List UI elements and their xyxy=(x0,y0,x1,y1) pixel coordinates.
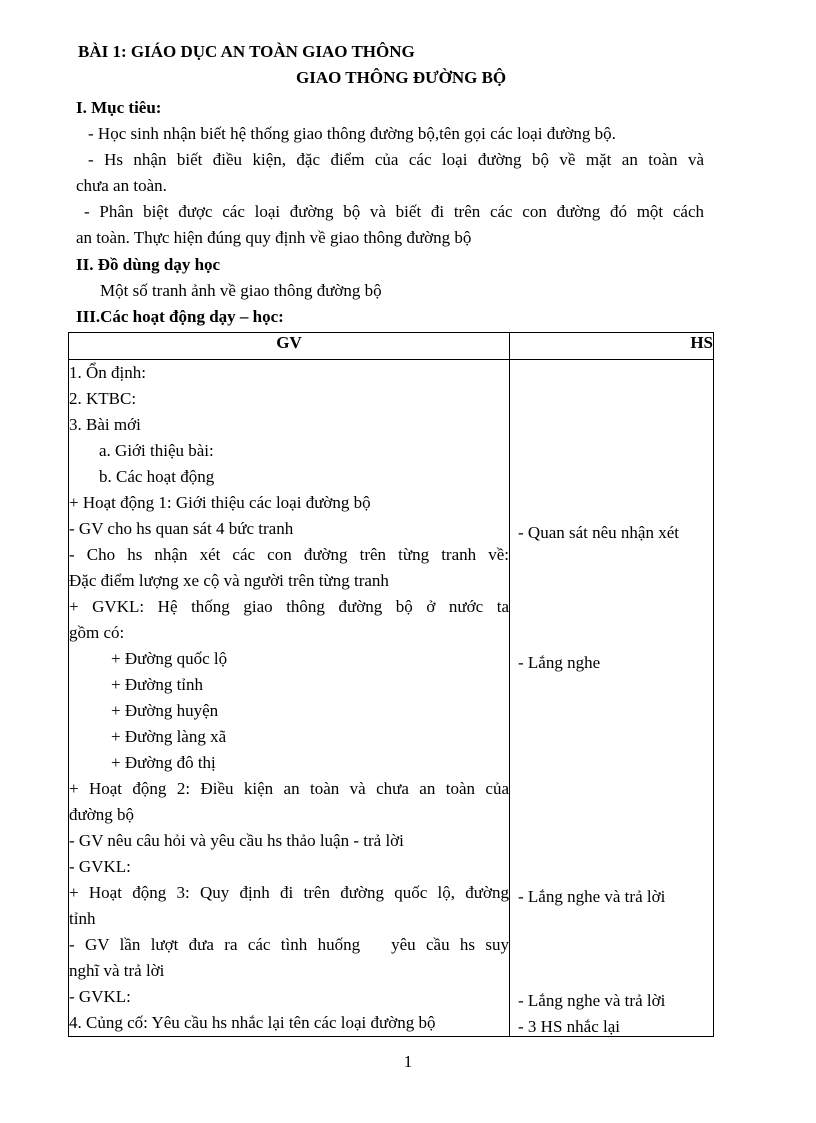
materials-heading: II. Đồ dùng dạy học xyxy=(76,255,221,274)
materials-item: Một số tranh ảnh về giao thông đường bộ xyxy=(100,281,382,300)
objective-item-3-line2: an toàn. Thực hiện đúng quy định về giao thông đường bộ xyxy=(76,228,472,247)
column-header-hs: HS xyxy=(510,333,714,360)
table-header-row xyxy=(69,333,714,360)
table-body-row xyxy=(69,360,714,1037)
gv-line: + Hoạt động 3: Quy định đi trên đường quốc lộ, đường xyxy=(69,883,509,902)
gv-line: + Đường huyện xyxy=(111,701,219,720)
objective-item-1: - Học sinh nhận biết hệ thống giao thông đường bộ,tên gọi các loại đường bộ. xyxy=(88,124,616,143)
gv-line: đường bộ xyxy=(69,805,134,824)
gv-line: - GVKL: xyxy=(69,857,131,876)
gv-line: Đặc điểm lượng xe cộ và người trên từng tranh xyxy=(69,571,389,590)
gv-line: 4. Củng cố: Yêu cầu hs nhắc lại tên các loại đường bộ xyxy=(69,1013,436,1032)
gv-line: 3. Bài mới xyxy=(69,415,141,434)
gv-line: 2. KTBC: xyxy=(69,389,137,408)
gv-line: - GV lần lượt đưa ra các tình huống yêu cầu hs suy xyxy=(69,935,509,954)
hs-response: - Quan sát nêu nhận xét xyxy=(518,523,679,542)
gv-line: + Đường quốc lộ xyxy=(111,649,228,668)
objective-item-3-line1: - Phân biệt được các loại đường bộ và biết đi trên các con đường đó một cách xyxy=(84,202,704,221)
gv-column xyxy=(69,360,510,1037)
gv-line: tỉnh xyxy=(69,909,96,928)
page-number: 1 xyxy=(403,1052,413,1071)
gv-line: - GVKL: xyxy=(69,987,131,1006)
gv-line: gồm có: xyxy=(69,623,125,642)
column-header-gv: GV xyxy=(69,333,510,360)
gv-line: - GV cho hs quan sát 4 bức tranh xyxy=(69,519,294,538)
hs-response: - Lắng nghe và trả lời xyxy=(518,887,666,906)
gv-line: + Hoạt động 1: Giới thiệu các loại đường bộ xyxy=(69,493,371,512)
gv-line: nghĩ và trả lời xyxy=(69,961,165,980)
lesson-subtitle: GIAO THÔNG ĐƯỜNG BỘ xyxy=(296,68,507,87)
hs-response: - Lắng nghe xyxy=(518,653,601,672)
objective-item-2-line2: chưa an toàn. xyxy=(76,176,167,195)
objective-item-2-line1: - Hs nhận biết điều kiện, đặc điểm của các loại đường bộ về mặt an toàn và xyxy=(88,150,704,169)
objectives-heading: I. Mục tiêu: xyxy=(76,98,162,117)
hs-response: - 3 HS nhắc lại xyxy=(518,1017,620,1036)
gv-line: + GVKL: Hệ thống giao thông đường bộ ở nước ta xyxy=(69,597,509,616)
gv-line: a. Giới thiệu bài: xyxy=(99,441,214,460)
lesson-title: BÀI 1: GIÁO DỤC AN TOÀN GIAO THÔNG xyxy=(78,42,415,61)
gv-line: b. Các hoạt động xyxy=(99,467,215,486)
gv-line: + Đường tỉnh xyxy=(111,675,204,694)
gv-line: 1. Ổn định: xyxy=(69,363,146,382)
hs-column xyxy=(510,360,714,1037)
activities-heading: III.Các hoạt động dạy – học: xyxy=(76,307,284,326)
activities-table xyxy=(68,332,714,1037)
gv-line: + Đường đô thị xyxy=(111,753,216,772)
gv-line: + Hoạt động 2: Điều kiện an toàn và chưa an toàn của xyxy=(69,779,509,798)
gv-line: - GV nêu câu hỏi và yêu cầu hs thảo luận - trả lời xyxy=(69,831,404,850)
gv-line: + Đường làng xã xyxy=(111,727,227,746)
hs-response: - Lắng nghe và trả lời xyxy=(518,991,666,1010)
gv-line: - Cho hs nhận xét các con đường trên từng tranh về: xyxy=(69,545,509,564)
